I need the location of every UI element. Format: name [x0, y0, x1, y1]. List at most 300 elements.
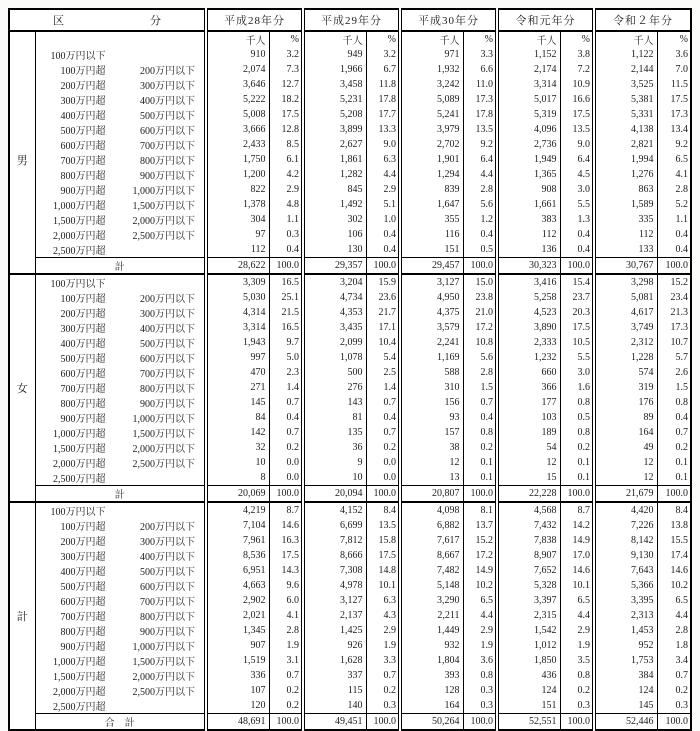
percent-value: 5.5 [560, 197, 594, 212]
people-value: 1,200 [206, 167, 269, 182]
bracket-row [9, 668, 691, 683]
percent-value: 9.7 [269, 335, 303, 350]
percent-value: 17.2 [463, 548, 497, 563]
percent-value: 10.7 [657, 335, 691, 350]
bracket-low: 900万円超 [60, 642, 106, 653]
total-percent-value: 100.0 [463, 486, 497, 503]
people-value: 1,804 [400, 653, 463, 668]
bracket-row [9, 350, 691, 365]
people-value: 7,652 [497, 563, 560, 578]
people-value: 10 [303, 470, 366, 486]
percent-value: 0.2 [463, 440, 497, 455]
bracket-label-text [36, 425, 205, 440]
bracket-row [9, 152, 691, 167]
percent-value: 2.5 [366, 365, 400, 380]
bracket-row [9, 107, 691, 122]
people-value: 4,568 [497, 502, 560, 518]
people-value: 4,950 [400, 290, 463, 305]
percent-value: 7.3 [269, 62, 303, 77]
people-value: 3,899 [303, 122, 366, 137]
bracket-high: 600万円以下 [140, 126, 195, 137]
percent-value: 2.8 [657, 623, 691, 638]
people-value: 1,228 [594, 350, 657, 365]
bracket-high: 2,000万円以下 [132, 216, 195, 227]
bracket-low: 700万円超 [60, 156, 106, 167]
people-value: 89 [594, 410, 657, 425]
group-label-total: 計 [9, 502, 35, 730]
people-value: 3,395 [594, 593, 657, 608]
people-value: 136 [497, 242, 560, 258]
people-value: 910 [206, 47, 269, 62]
subtotal-row-female [9, 486, 691, 503]
people-value: 2,702 [400, 137, 463, 152]
people-value: 3,204 [303, 274, 366, 290]
percent-value: 3.3 [366, 653, 400, 668]
percent-value: 9.0 [560, 137, 594, 152]
people-value: 142 [206, 425, 269, 440]
percent-value: 14.6 [560, 563, 594, 578]
bracket-row [9, 290, 691, 305]
bracket-high: 1,500万円以下 [132, 201, 195, 212]
bracket-low: 2,000万円超 [53, 459, 106, 470]
people-value: 3,127 [400, 274, 463, 290]
people-value: 157 [400, 425, 463, 440]
total-people-value: 49,451 [303, 714, 366, 731]
bracket-high: 1,500万円以下 [132, 429, 195, 440]
percent-value: 2.8 [657, 182, 691, 197]
total-percent-value: 100.0 [269, 486, 303, 503]
bracket-low: 500万円超 [60, 582, 106, 593]
unit-label-percent: % [366, 31, 400, 47]
total-percent-value: 100.0 [366, 258, 400, 275]
percent-value: 10.1 [366, 578, 400, 593]
bracket-row [9, 274, 691, 290]
bracket-label-text [36, 197, 205, 212]
bracket-high: 200万円以下 [140, 294, 195, 305]
people-value: 106 [303, 227, 366, 242]
people-value: 1,453 [594, 623, 657, 638]
people-value: 383 [497, 212, 560, 227]
people-value: 4,353 [303, 305, 366, 320]
people-value: 1,276 [594, 167, 657, 182]
people-value: 4,978 [303, 578, 366, 593]
percent-value: 0.1 [560, 455, 594, 470]
people-value: 1,282 [303, 167, 366, 182]
bracket-high: 200万円以下 [140, 522, 195, 533]
bracket-label [35, 350, 206, 365]
percent-value: 7.0 [657, 62, 691, 77]
year-header-3: 平成30年分 [400, 9, 497, 31]
bracket-row [9, 182, 691, 197]
people-value: 7,308 [303, 563, 366, 578]
percent-value: 1.2 [463, 212, 497, 227]
total-percent-value: 100.0 [366, 714, 400, 731]
percent-value: 8.4 [366, 502, 400, 518]
bracket-high: 2,500万円以下 [132, 459, 195, 470]
percent-value: 0.2 [366, 440, 400, 455]
bracket-label-text [36, 698, 205, 713]
people-value: 5,222 [206, 92, 269, 107]
people-value: 4,375 [400, 305, 463, 320]
bracket-row [9, 395, 691, 410]
percent-value: 0.7 [366, 395, 400, 410]
percent-value: 9.2 [657, 137, 691, 152]
bracket-label-text [36, 533, 205, 548]
people-value: 1,949 [497, 152, 560, 167]
people-value: 1,169 [400, 350, 463, 365]
percent-value: 0.3 [463, 683, 497, 698]
bracket-low: 1,000万円超 [53, 201, 106, 212]
people-value: 54 [497, 440, 560, 455]
people-value: 4,663 [206, 578, 269, 593]
people-value: 470 [206, 365, 269, 380]
bracket-low: 100万円以下 [50, 51, 106, 62]
percent-value: 0.1 [463, 455, 497, 470]
percent-value: 3.2 [366, 47, 400, 62]
percent-value: 5.0 [269, 350, 303, 365]
percent-value: 0.4 [657, 242, 691, 258]
percent-value: 15.4 [560, 274, 594, 290]
percent-value: 6.0 [269, 593, 303, 608]
people-value: 5,030 [206, 290, 269, 305]
percent-value: 8.4 [657, 502, 691, 518]
year-header-2: 平成29年分 [303, 9, 400, 31]
people-value: 1,861 [303, 152, 366, 167]
percent-value: 15.2 [657, 274, 691, 290]
percent-value: 3.2 [269, 47, 303, 62]
percent-value: 1.1 [657, 212, 691, 227]
percent-value: 6.6 [463, 62, 497, 77]
percent-value: 3.8 [560, 47, 594, 62]
bracket-label [35, 593, 206, 608]
total-percent-value: 100.0 [657, 258, 691, 275]
percent-value: 13.4 [657, 122, 691, 137]
people-value: 133 [594, 242, 657, 258]
bracket-high: 700万円以下 [140, 369, 195, 380]
bracket-row [9, 502, 691, 518]
bracket-high: 500万円以下 [140, 111, 195, 122]
people-value: 2,137 [303, 608, 366, 623]
bracket-high: 900万円以下 [140, 171, 195, 182]
bracket-row [9, 410, 691, 425]
people-value: 8,142 [594, 533, 657, 548]
bracket-row [9, 593, 691, 608]
people-value: 337 [303, 668, 366, 683]
people-value: 384 [594, 668, 657, 683]
total-people-value: 29,457 [400, 258, 463, 275]
percent-value: 4.3 [366, 608, 400, 623]
percent-value: 0.8 [463, 668, 497, 683]
percent-value: 11.8 [366, 77, 400, 92]
bracket-low: 1,500万円超 [53, 216, 106, 227]
people-value: 1,994 [594, 152, 657, 167]
people-value: 5,148 [400, 578, 463, 593]
bracket-high: 2,500万円以下 [132, 231, 195, 242]
percent-value: 4.5 [560, 167, 594, 182]
people-value: 8,536 [206, 548, 269, 563]
people-value: 3,242 [400, 77, 463, 92]
percent-value: 6.5 [657, 593, 691, 608]
bracket-row [9, 380, 691, 395]
percent-value: 16.3 [269, 533, 303, 548]
bracket-label-text [36, 365, 205, 380]
percent-value: 1.0 [366, 212, 400, 227]
total-people-value: 20,069 [206, 486, 269, 503]
people-value: 12 [497, 455, 560, 470]
bracket-high: 300万円以下 [140, 537, 195, 548]
percent-value: 8.7 [560, 502, 594, 518]
percent-value: 10.9 [560, 77, 594, 92]
unit-label-percent: % [560, 31, 594, 47]
people-value: 5,231 [303, 92, 366, 107]
bracket-label-text [36, 275, 205, 290]
bracket-row [9, 47, 691, 62]
people-value: 5,241 [400, 107, 463, 122]
percent-value: 7.2 [560, 62, 594, 77]
total-people-value: 30,767 [594, 258, 657, 275]
bracket-label-text [36, 668, 205, 683]
percent-value: 1.9 [366, 638, 400, 653]
people-value: 189 [497, 425, 560, 440]
people-value: 164 [400, 698, 463, 714]
bracket-low: 1,500万円超 [53, 444, 106, 455]
bracket-label-text [36, 212, 205, 227]
people-value: 1,425 [303, 623, 366, 638]
people-value: 1,492 [303, 197, 366, 212]
percent-value: 17.5 [657, 92, 691, 107]
percent-value: 0.0 [269, 470, 303, 486]
people-value: 3,435 [303, 320, 366, 335]
percent-value: 0.5 [463, 242, 497, 258]
unit-label-people: 千人 [497, 31, 560, 47]
bracket-label [35, 274, 206, 290]
percent-value: 6.3 [366, 593, 400, 608]
bracket-row [9, 578, 691, 593]
people-value: 115 [303, 683, 366, 698]
total-people-value: 22,228 [497, 486, 560, 503]
percent-value: 0.4 [560, 227, 594, 242]
people-value: 4,617 [594, 305, 657, 320]
bracket-low: 2,500万円超 [53, 702, 106, 713]
people-value: 107 [206, 683, 269, 698]
percent-value: 5.2 [657, 197, 691, 212]
people-value: 908 [497, 182, 560, 197]
bracket-label [35, 305, 206, 320]
bracket-high: 200万円以下 [140, 66, 195, 77]
people-value: 12 [594, 470, 657, 486]
grand-total-label: 合 計 [35, 714, 206, 731]
bracket-row [9, 167, 691, 182]
total-people-value: 21,679 [594, 486, 657, 503]
bracket-row [9, 137, 691, 152]
year-header-4: 令和元年分 [497, 9, 594, 31]
bracket-label [35, 440, 206, 455]
percent-value: 0.3 [560, 698, 594, 714]
percent-value: 17.3 [657, 320, 691, 335]
people-value: 952 [594, 638, 657, 653]
bracket-label-text [36, 548, 205, 563]
people-value: 4,152 [303, 502, 366, 518]
bracket-label [35, 638, 206, 653]
bracket-high: 500万円以下 [140, 339, 195, 350]
percent-value: 21.7 [366, 305, 400, 320]
percent-value: 0.8 [560, 395, 594, 410]
people-value: 1,449 [400, 623, 463, 638]
header-row [9, 9, 691, 31]
percent-value: 2.9 [366, 182, 400, 197]
percent-value: 4.8 [269, 197, 303, 212]
people-value: 6,882 [400, 518, 463, 533]
percent-value: 0.4 [366, 410, 400, 425]
total-people-value: 30,323 [497, 258, 560, 275]
percent-value: 0.2 [366, 683, 400, 698]
people-value: 8,667 [400, 548, 463, 563]
people-value: 7,482 [400, 563, 463, 578]
people-value: 4,138 [594, 122, 657, 137]
people-value: 38 [400, 440, 463, 455]
bracket-row [9, 320, 691, 335]
percent-value: 0.4 [366, 227, 400, 242]
units-row-label-spacer [35, 31, 206, 47]
total-people-value: 29,357 [303, 258, 366, 275]
people-value: 1,901 [400, 152, 463, 167]
bracket-row [9, 197, 691, 212]
people-value: 9 [303, 455, 366, 470]
percent-value: 21.5 [269, 305, 303, 320]
people-value: 1,589 [594, 197, 657, 212]
people-value: 103 [497, 410, 560, 425]
percent-value: 23.4 [657, 290, 691, 305]
percent-value: 13.8 [657, 518, 691, 533]
bracket-low: 100万円超 [60, 522, 106, 533]
percent-value: 23.8 [463, 290, 497, 305]
bracket-low: 2,500万円超 [53, 246, 106, 257]
percent-value: 1.9 [463, 638, 497, 653]
percent-value: 0.8 [463, 425, 497, 440]
people-value: 1,078 [303, 350, 366, 365]
bracket-label-text [36, 350, 205, 365]
unit-label-people: 千人 [400, 31, 463, 47]
percent-value: 16.5 [269, 320, 303, 335]
bracket-row [9, 122, 691, 137]
people-value: 1,345 [206, 623, 269, 638]
percent-value: 18.2 [269, 92, 303, 107]
income-distribution-table [8, 8, 692, 731]
people-value: 2,144 [594, 62, 657, 77]
people-value: 12 [594, 455, 657, 470]
bracket-row [9, 653, 691, 668]
total-percent-value: 100.0 [657, 714, 691, 731]
people-value: 7,432 [497, 518, 560, 533]
bracket-label [35, 107, 206, 122]
percent-value: 8.1 [463, 502, 497, 518]
bracket-label [35, 380, 206, 395]
percent-value: 14.2 [560, 518, 594, 533]
percent-value: 0.1 [560, 470, 594, 486]
percent-value: 1.4 [269, 380, 303, 395]
percent-value: 0.3 [269, 227, 303, 242]
percent-value: 2.6 [657, 365, 691, 380]
percent-value: 10.1 [560, 578, 594, 593]
people-value: 120 [206, 698, 269, 714]
total-percent-value: 100.0 [560, 486, 594, 503]
percent-value: 6.4 [463, 152, 497, 167]
bracket-label [35, 410, 206, 425]
percent-value: 17.1 [366, 320, 400, 335]
bracket-row [9, 548, 691, 563]
people-value: 336 [206, 668, 269, 683]
percent-value: 6.3 [366, 152, 400, 167]
bracket-label [35, 455, 206, 470]
percent-value: 9.2 [463, 137, 497, 152]
people-value: 7,643 [594, 563, 657, 578]
bracket-row [9, 683, 691, 698]
percent-value: 2.8 [269, 623, 303, 638]
people-value: 156 [400, 395, 463, 410]
bracket-label [35, 578, 206, 593]
percent-value: 5.7 [657, 350, 691, 365]
category-char-1: 分 [150, 15, 161, 27]
people-value: 2,241 [400, 335, 463, 350]
percent-value: 17.0 [560, 548, 594, 563]
percent-value: 6.5 [560, 593, 594, 608]
people-value: 3,749 [594, 320, 657, 335]
percent-value: 17.3 [657, 107, 691, 122]
percent-value: 3.5 [560, 653, 594, 668]
bracket-high: 900万円以下 [140, 627, 195, 638]
percent-value: 8.7 [269, 502, 303, 518]
people-value: 997 [206, 350, 269, 365]
people-value: 49 [594, 440, 657, 455]
bracket-high: 600万円以下 [140, 582, 195, 593]
bracket-high: 1,000万円以下 [132, 414, 195, 425]
people-value: 13 [400, 470, 463, 486]
percent-value: 1.9 [560, 638, 594, 653]
percent-value: 10.5 [560, 335, 594, 350]
bracket-low: 400万円超 [60, 339, 106, 350]
unit-label-percent: % [463, 31, 497, 47]
percent-value: 1.9 [269, 638, 303, 653]
people-value: 304 [206, 212, 269, 227]
people-value: 112 [206, 242, 269, 258]
people-value: 4,219 [206, 502, 269, 518]
percent-value: 11.0 [463, 77, 497, 92]
bracket-row [9, 227, 691, 242]
people-value: 3,314 [497, 77, 560, 92]
subtotal-label: 計 [35, 258, 206, 275]
bracket-row [9, 425, 691, 440]
people-value: 1,661 [497, 197, 560, 212]
people-value: 310 [400, 380, 463, 395]
people-value: 3,416 [497, 274, 560, 290]
percent-value: 2.8 [463, 365, 497, 380]
percent-value: 0.4 [463, 410, 497, 425]
percent-value: 17.7 [366, 107, 400, 122]
percent-value: 4.4 [366, 167, 400, 182]
percent-value: 5.6 [463, 350, 497, 365]
bracket-row [9, 305, 691, 320]
percent-value: 4.1 [657, 167, 691, 182]
bracket-row [9, 518, 691, 533]
people-value: 32 [206, 440, 269, 455]
people-value: 971 [400, 47, 463, 62]
people-value: 4,523 [497, 305, 560, 320]
percent-value: 0.7 [366, 425, 400, 440]
percent-value: 14.9 [560, 533, 594, 548]
bracket-low: 600万円超 [60, 141, 106, 152]
bracket-label-text [36, 653, 205, 668]
people-value: 3,127 [303, 593, 366, 608]
